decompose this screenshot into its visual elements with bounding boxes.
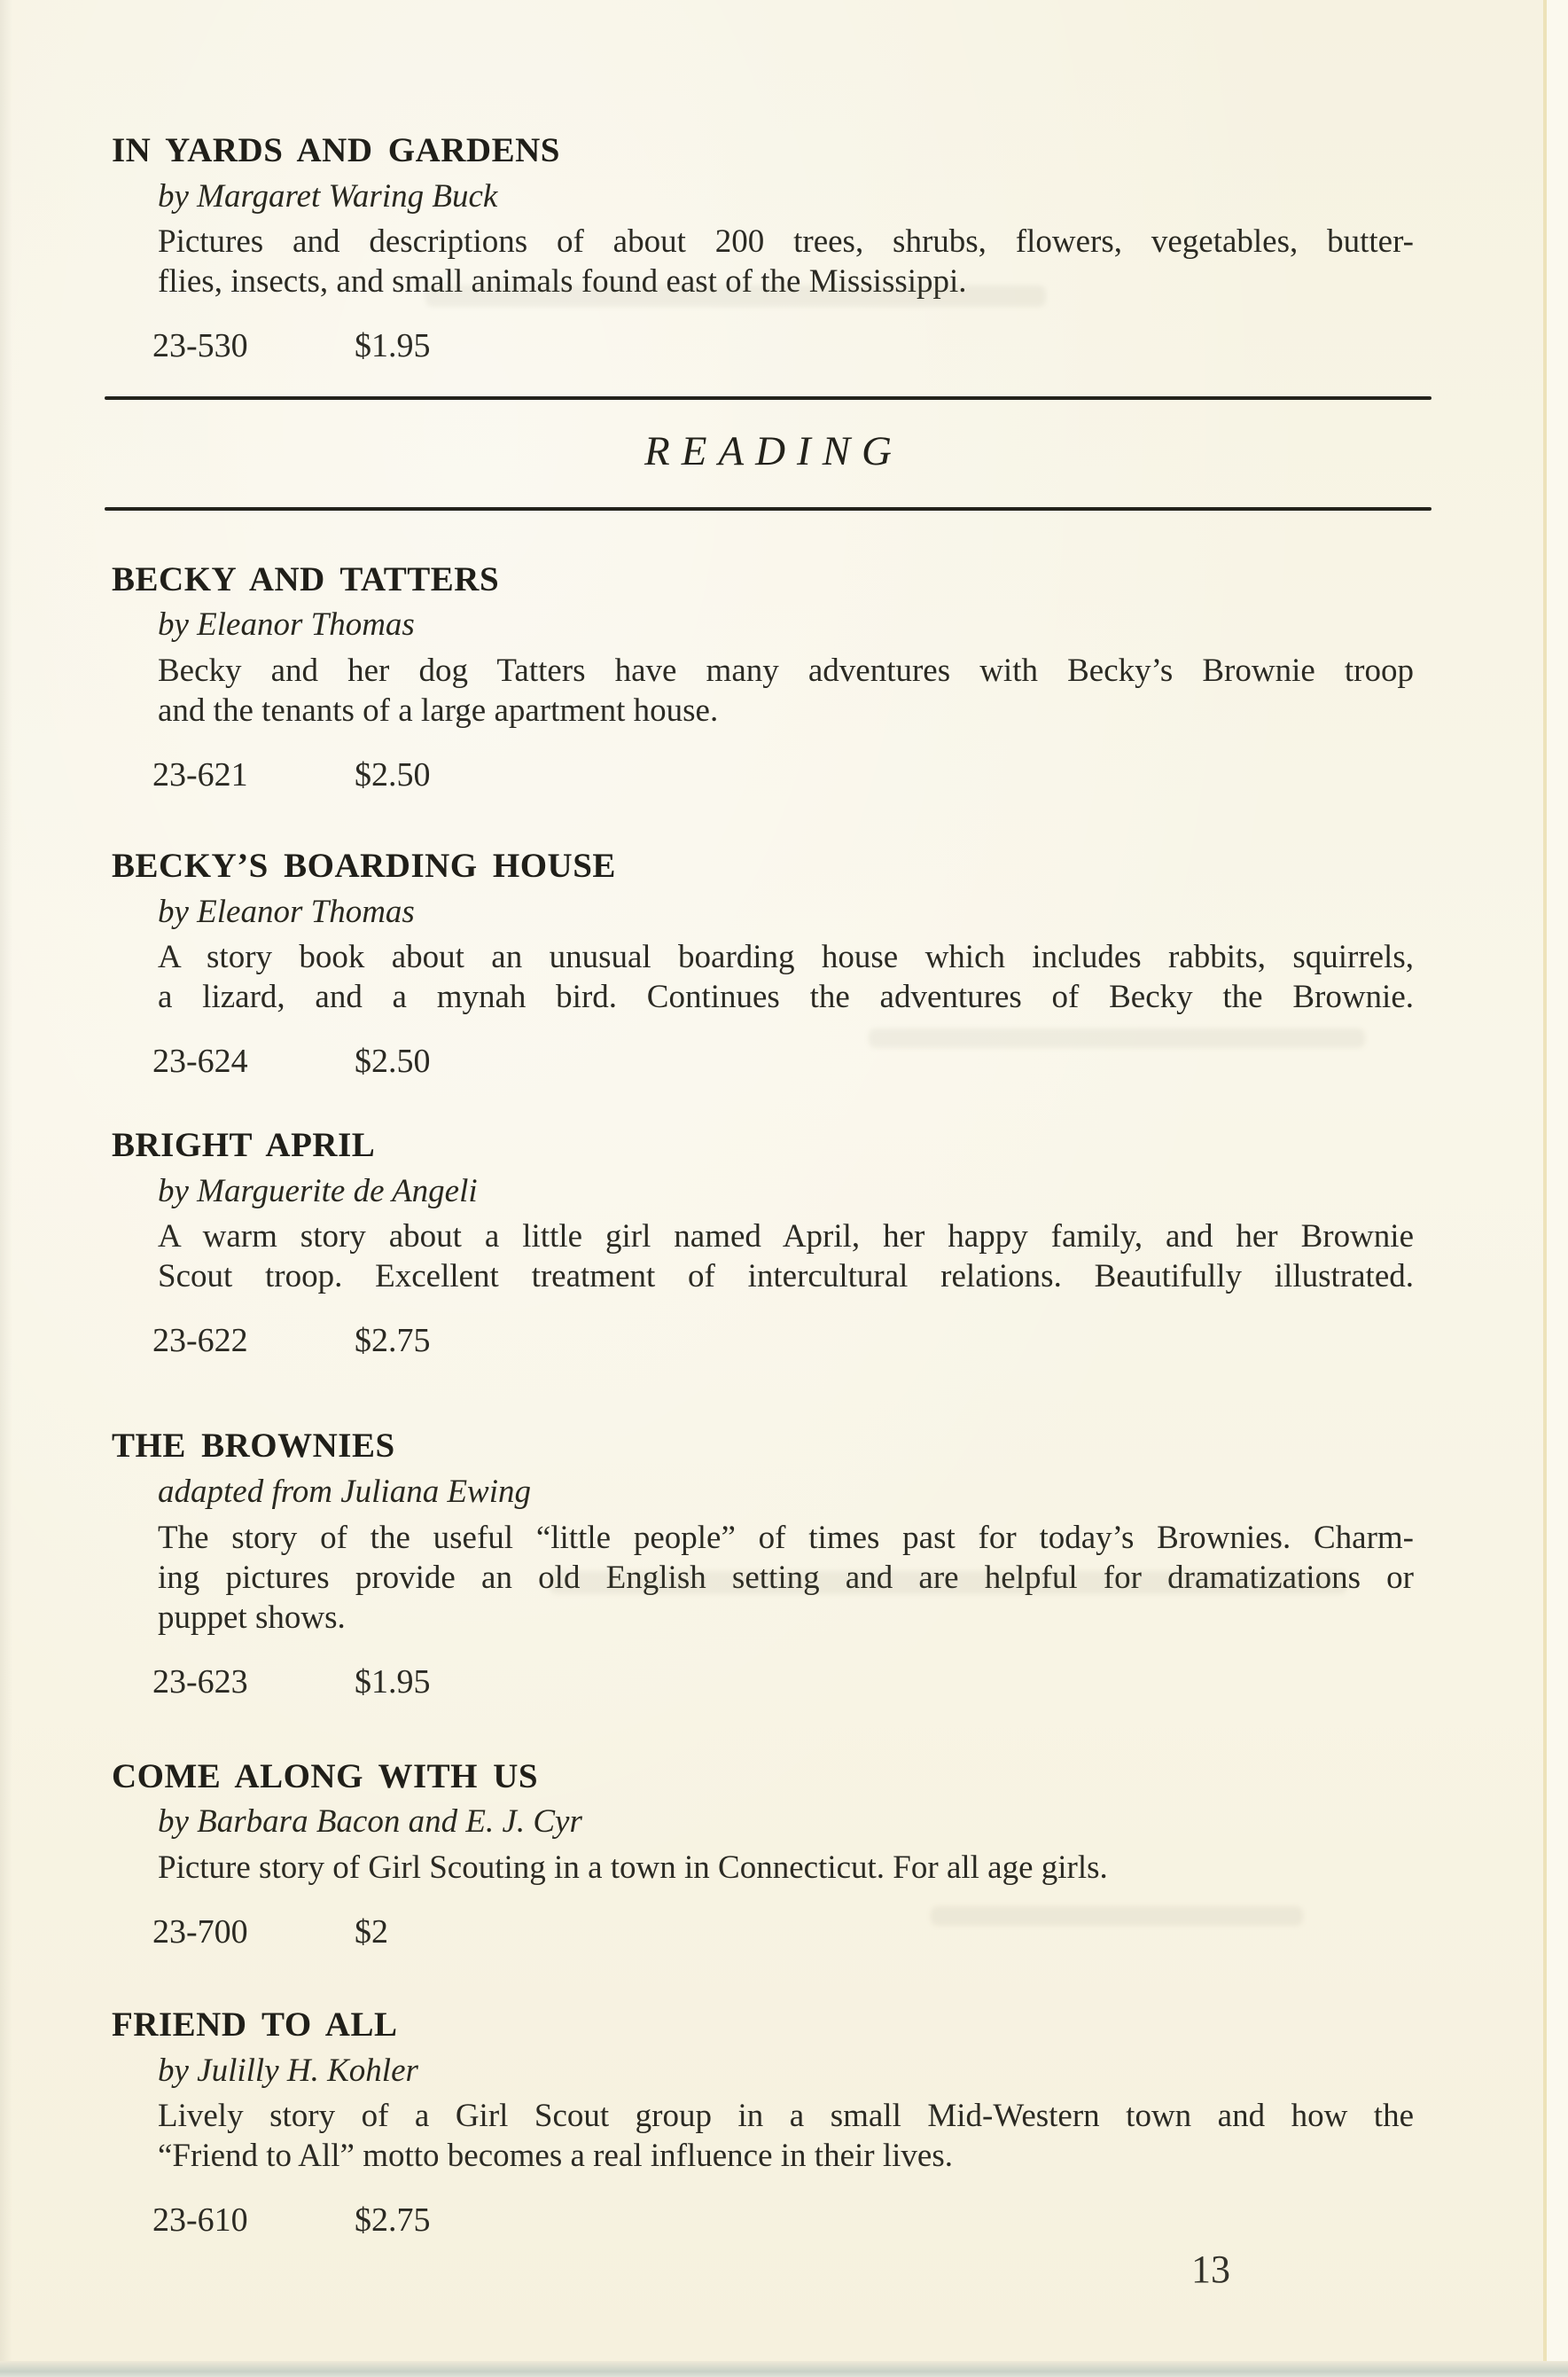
book-author: by Margaret Waring Buck (158, 177, 498, 215)
order-line (152, 325, 1414, 366)
price: $2 (355, 1912, 388, 1951)
price: $2.75 (355, 1322, 431, 1360)
divider-rule-top (105, 396, 1431, 400)
book-title: THE BROWNIES (112, 1427, 395, 1466)
book-entry (112, 1126, 1414, 1361)
book-description (158, 2096, 1414, 2176)
book-author: by Marguerite de Angeli (158, 1172, 478, 1209)
description-line: puppet shows. (158, 1599, 346, 1636)
book-entry (112, 131, 1414, 366)
description-line: A warm story about a little girl named April, her happy family, and her Brownie (158, 1218, 1414, 1255)
price: $1.95 (355, 327, 431, 365)
book-entry (112, 847, 1414, 1082)
page-edge-right-strip (1547, 0, 1568, 2361)
book-entry (112, 2006, 1414, 2240)
order-line (152, 755, 1414, 795)
page-number: 13 (1191, 2248, 1230, 2291)
book-entry (112, 1427, 1414, 1701)
description-line: A story book about an unusual boarding house which includes rabbits, squirrels, (158, 939, 1414, 976)
catalog-number: 23-624 (152, 1043, 248, 1081)
book-description (158, 1518, 1414, 1638)
price: $2.50 (355, 1043, 431, 1081)
catalog-number: 23-530 (152, 327, 248, 365)
book-description (158, 1848, 1414, 1888)
description-line: “Friend to All” motto becomes a real influence in their lives. (158, 2138, 953, 2175)
price: $1.95 (355, 1662, 431, 1701)
description-line: ing pictures provide an old English setting and are helpful for dramatizations or (158, 1559, 1414, 1596)
divider-rule-bottom (105, 507, 1431, 511)
catalog-number: 23-622 (152, 1322, 248, 1360)
order-line (152, 1662, 1414, 1702)
book-author: adapted from Juliana Ewing (158, 1474, 532, 1511)
book-author: by Julilly H. Kohler (158, 2052, 418, 2089)
order-line (152, 2200, 1414, 2240)
catalog-number: 23-623 (152, 1662, 248, 1701)
page-edge-bottom (0, 2361, 1568, 2377)
description-line: Lively story of a Girl Scout group in a small Mid-Western town and how the (158, 2098, 1414, 2135)
book-title: COME ALONG WITH US (112, 1756, 539, 1795)
description-line: a lizard, and a mynah bird. Continues the adventures of Becky the Brownie. (158, 979, 1414, 1016)
description-line: The story of the useful “little people” of times past for today’s Brownies. Charm- (158, 1519, 1414, 1556)
book-title: BECKY’S BOARDING HOUSE (112, 846, 616, 885)
order-line (152, 1041, 1414, 1082)
book-author: by Eleanor Thomas (158, 893, 415, 930)
section-heading: READING (644, 428, 903, 475)
book-description (158, 1216, 1414, 1296)
description-line: Becky and her dog Tatters have many adventures with Becky’s Brownie troop (158, 652, 1414, 689)
page-edge-left-shade (0, 0, 12, 2361)
description-line: Picture story of Girl Scouting in a town in Connecticut. For all age girls. (158, 1849, 1108, 1886)
book-author: by Eleanor Thomas (158, 606, 415, 644)
book-title: BECKY AND TATTERS (112, 559, 500, 598)
description-line: Scout troop. Excellent treatment of intercultural relations. Beautifully illustrated. (158, 1258, 1414, 1295)
description-line: flies, insects, and small animals found east of the Mississippi. (158, 263, 967, 301)
book-description (158, 651, 1414, 731)
book-description (158, 222, 1414, 301)
description-line: and the tenants of a large apartment house. (158, 692, 719, 729)
price: $2.50 (355, 755, 431, 794)
catalog-number: 23-610 (152, 2201, 248, 2240)
book-entry (112, 560, 1414, 795)
book-title: BRIGHT APRIL (112, 1126, 376, 1165)
book-title: IN YARDS AND GARDENS (112, 131, 560, 169)
book-author: by Barbara Bacon and E. J. Cyr (158, 1803, 582, 1841)
catalog-number: 23-621 (152, 755, 248, 794)
book-description (158, 937, 1414, 1017)
order-line (152, 1912, 1414, 1952)
price: $2.75 (355, 2201, 431, 2240)
book-entry (112, 1757, 1414, 1952)
catalog-number: 23-700 (152, 1912, 248, 1951)
book-title: FRIEND TO ALL (112, 2005, 398, 2044)
description-line: Pictures and descriptions of about 200 trees, shrubs, flowers, vegetables, butter- (158, 223, 1414, 261)
order-line (152, 1320, 1414, 1361)
